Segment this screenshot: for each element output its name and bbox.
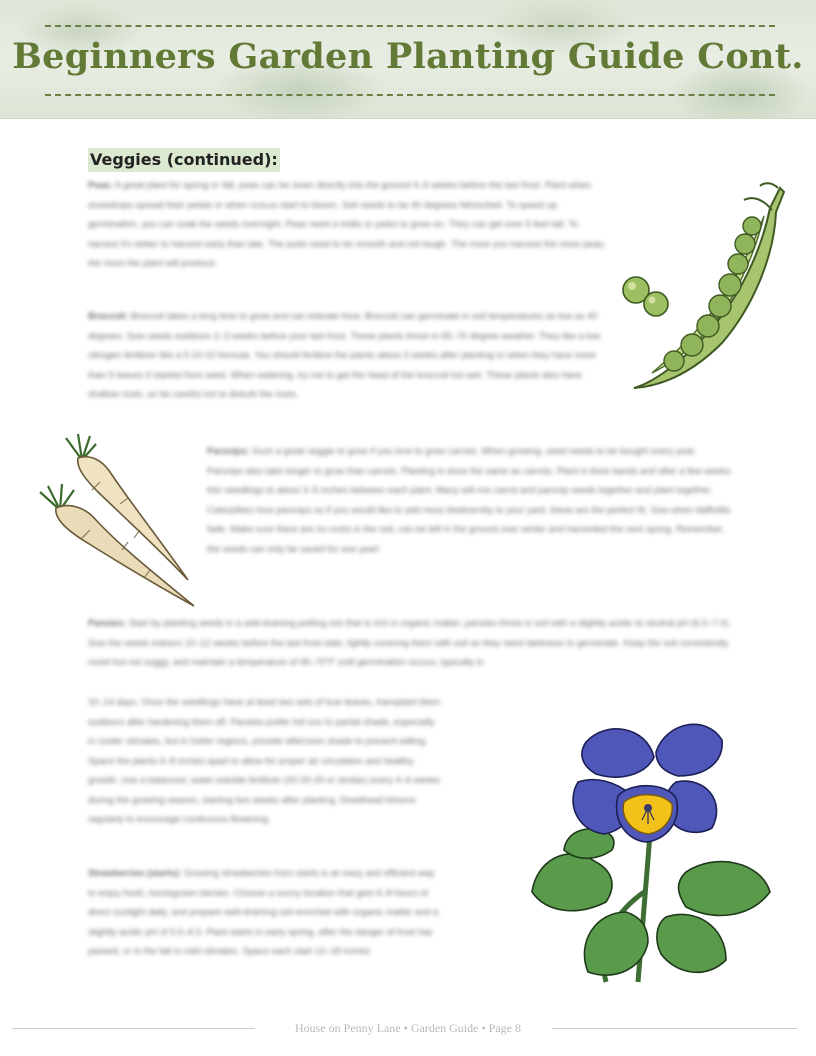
header-divider-top [45,25,775,27]
parsnip-icon [30,430,200,610]
page-title: Beginners Garden Planting Guide Cont. [12,36,804,77]
pansies-paragraph-continued [88,693,443,830]
peas-paragraph [88,176,610,274]
pansies-paragraph [88,614,738,673]
parsnips-text: Such a great veggie to grow if you love to grow carrots. When growing, seed needs to be bought every year. Parsnips also take longer to grow than carrots. Planting is done the same as carrots. Plant in thick bands and after a few weeks thin seedlings to about 3–5 inches between each plant. Many will mix carrot and parsnip seeds together and plant together. Caterpillars love parsnips so if you would like to add more biodiversity to your yard, these are the perfect fit. Sow when daffodils fade. Make sure there are no rocks in the soil, can be left in the ground over winter and harvested the next spring. Remember, the seeds can only be saved for one year! [207,446,731,554]
broccoli-label: Broccoli: [88,311,129,321]
peas-text: A great plant for spring or fall, peas can be sown directly into the ground 4–6 weeks before the last frost. Plant when snowdrops spread their petals or when crocus start to bloom. Soil needs to be 40 degrees fahrenheit. To speed up germination, you can soak the seeds overnight. Peas need a trellis or poles to grow on. They can get over 5 feet tall. To harvest it's better to harvest early than late. The pods need to be smooth and not tough. The more you harvest the more peas, the more the plant will produce. [88,180,606,268]
page-header [0,0,816,119]
page-footer: House on Penny Lane • Garden Guide • Page 8 [294,1021,521,1035]
strawberries-paragraph [88,864,443,981]
strawberries-label: Strawberries (starts): [88,868,182,878]
pansies-text: Start by planting seeds in a well-draining potting mix that is rich in organic matter, pansies thrive in soil with a slightly acidic to neutral pH (6.0–7.0). Sow the seeds indoors 10–12 weeks before the last frost date, lightly covering them with soil as they need darkness to germinate. Keep the soil consistently moist but not soggy, and maintain a temperature of 65–70°F until germination occurs, typically in [88,618,731,667]
pansies-text-continued: 10–14 days. Once the seedlings have at least two sets of true leaves, transplant them outdoors after hardening them off. Pansies prefer full sun to partial shade, especially in cooler climates, but in hotter regions, provide afternoon shade to prevent wilting. Space the plants 6–8 inches apart to allow for proper air circulation and healthy growth. Use a balanced, water-soluble fertilizer (20-20-20 or similar) every 4–6 weeks during the growing season, starting two weeks after planting. Deadhead blooms regularly to encourage continuous flowering. [88,697,441,824]
parsnips-label: Parsnips: [207,446,250,456]
peas-label: Peas: [88,180,113,190]
header-divider-bottom [45,94,775,96]
pansy-flower-icon [526,712,776,997]
pansies-label: Pansies: [88,618,127,628]
pea-pod-icon [612,178,792,396]
section-heading: Veggies (continued): [88,148,280,172]
strawberries-text: Growing strawberries from starts is an easy and efficient way to enjoy fresh, homegrown berries. Choose a sunny location that gets 6–8 hours of direct sunlight daily, and prepare well-draining soil enriched with organic matter and a slightly acidic pH of 5.5–6.5. Plant starts in early spring, after the danger of frost has passed, or in the fall in mild climates. Space each start 12–18 inches [88,868,439,956]
broccoli-text: Broccoli takes a long time to grow and can tolerate frost. Broccoli can germinate in soil temperatures as low as 40 degrees. Sow seeds outdoors 2–3 weeks before your last frost. These plants thrive in 65–70 degree weather. They like a low nitrogen fertilizer like a 5-10-10 formula. You should fertilize the plants about 3 weeks after planting or when they have more than 5 leaves if started from seed. When watering, try not to get the head of the broccoli too wet. These plants also have shallow roots, so be careful not to disturb the roots. [88,311,601,399]
parsnips-paragraph [207,442,732,559]
broccoli-paragraph [88,307,613,405]
